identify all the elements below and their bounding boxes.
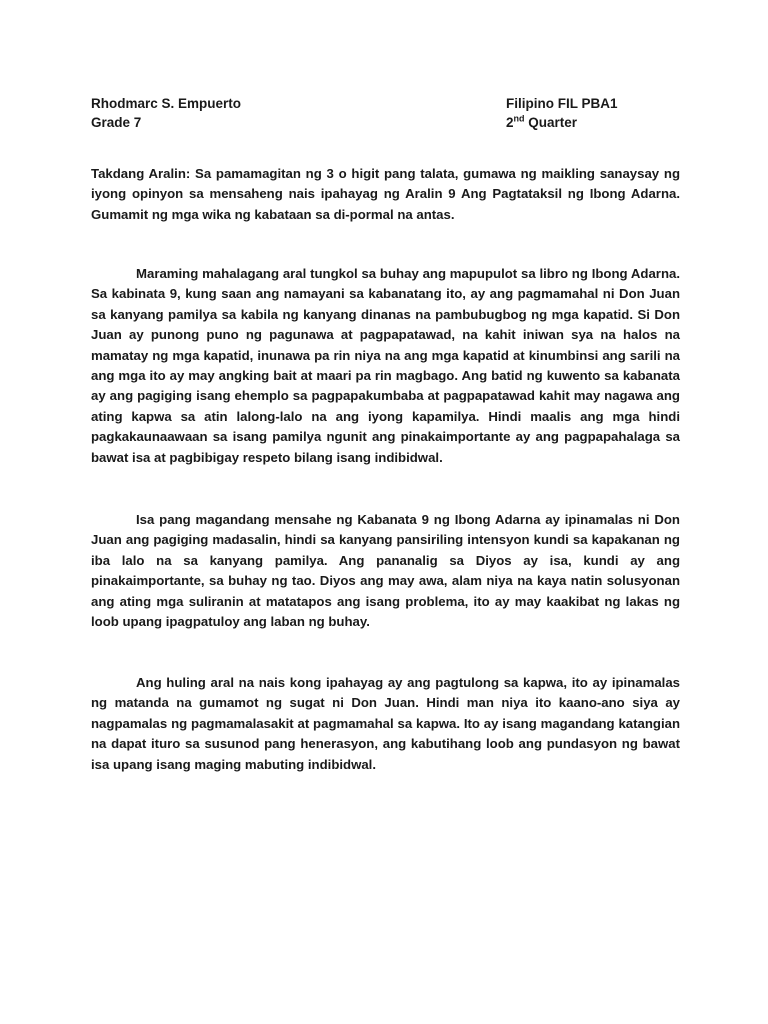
quarter-suffix: nd bbox=[513, 113, 525, 124]
student-name: Rhodmarc S. Empuerto bbox=[91, 96, 242, 111]
quarter-number: 2 bbox=[506, 115, 514, 130]
quarter-word: Quarter bbox=[528, 115, 578, 130]
subject-label: Filipino FIL PBA1 bbox=[506, 96, 618, 111]
header-row-2 bbox=[91, 113, 681, 132]
grade-label: Grade 7 bbox=[91, 115, 142, 130]
header-row-1 bbox=[91, 94, 681, 113]
document-header bbox=[91, 94, 681, 132]
quarter-label bbox=[506, 113, 681, 132]
essay-paragraph-1: Maraming mahalagang aral tungkol sa buhay ang mapupulot sa libro ng Ibong Adarna. Sa kabinata 9, kung saan ang namayani sa kabanatang ito, ay ang pagmamahal ni Don Juan sa kanyang pamilya sa kabila ng kanyang dinanas na pambubugbog ng mga kapatid. Si Don Juan ay punong puno ng pagunawa at pagpapatawad, na kahit iniwan sya na halos na mamatay ng mga kapatid, inunawa pa rin niya na ang mga kapatid at kinumbinsi ang sarili na ang mga ito ay may angking bait at maari pa rin magbago. Ang batid ng kuwento sa kabanata ay ang pagiging isang ehemplo sa pagpapakumbaba at pagpapatawad kahit may nagawa ang ating kapwa sa atin lalong-lalo na ang iyong kapamilya. Hindi maalis ang mga hindi pagkakaunaawaan sa isang pamilya ngunit ang pinakaimportante ay ang pagpapahalaga sa bawat isa at pagbibigay respeto bilang isang indibidwal. bbox=[91, 266, 680, 465]
essay-paragraph-2: Isa pang magandang mensahe ng Kabanata 9 ng Ibong Adarna ay ipinamalas ni Don Juan ang pagiging madasalin, hindi sa kanyang pansiriling intensyon kundi sa kapakanan ng iba lalo na sa kanyang pamilya. Ang pananalig sa Diyos ay isa, kundi ay ang pinakaimportante, sa buhay ng tao. Diyos ang may awa, alam niya na kaya natin solusyonan ang ating mga suliranin at matatapos ang isang problema, ito ay may kaakibat ng lakas ng loob upang ipagpatuloy ang laban ng buhay. bbox=[91, 512, 680, 630]
assignment-instructions: Takdang Aralin: Sa pamamagitan ng 3 o higit pang talata, gumawa ng maikling sanaysay ng iyong opinyon sa mensaheng nais ipahayag ng Aralin 9 Ang Pagtataksil ng Ibong Adarna. Gumamit ng mga wika ng kabataan sa di-pormal na antas. bbox=[91, 166, 680, 222]
essay-paragraph-3: Ang huling aral na nais kong ipahayag ay ang pagtulong sa kapwa, ito ay ipinamalas ng matanda na gumamot ng sugat ni Don Juan. Hindi man niya ito kaano-ano siya ay nagpamalas ng pagmamalasakit at pagmamahal sa kapwa. Ito ay isang magandang katangian na dapat ituro sa susunod pang henerasyon, ang kabutihang loob ang pundasyon ng bawat isa upang isang maging mabuting indibidwal. bbox=[91, 675, 680, 772]
